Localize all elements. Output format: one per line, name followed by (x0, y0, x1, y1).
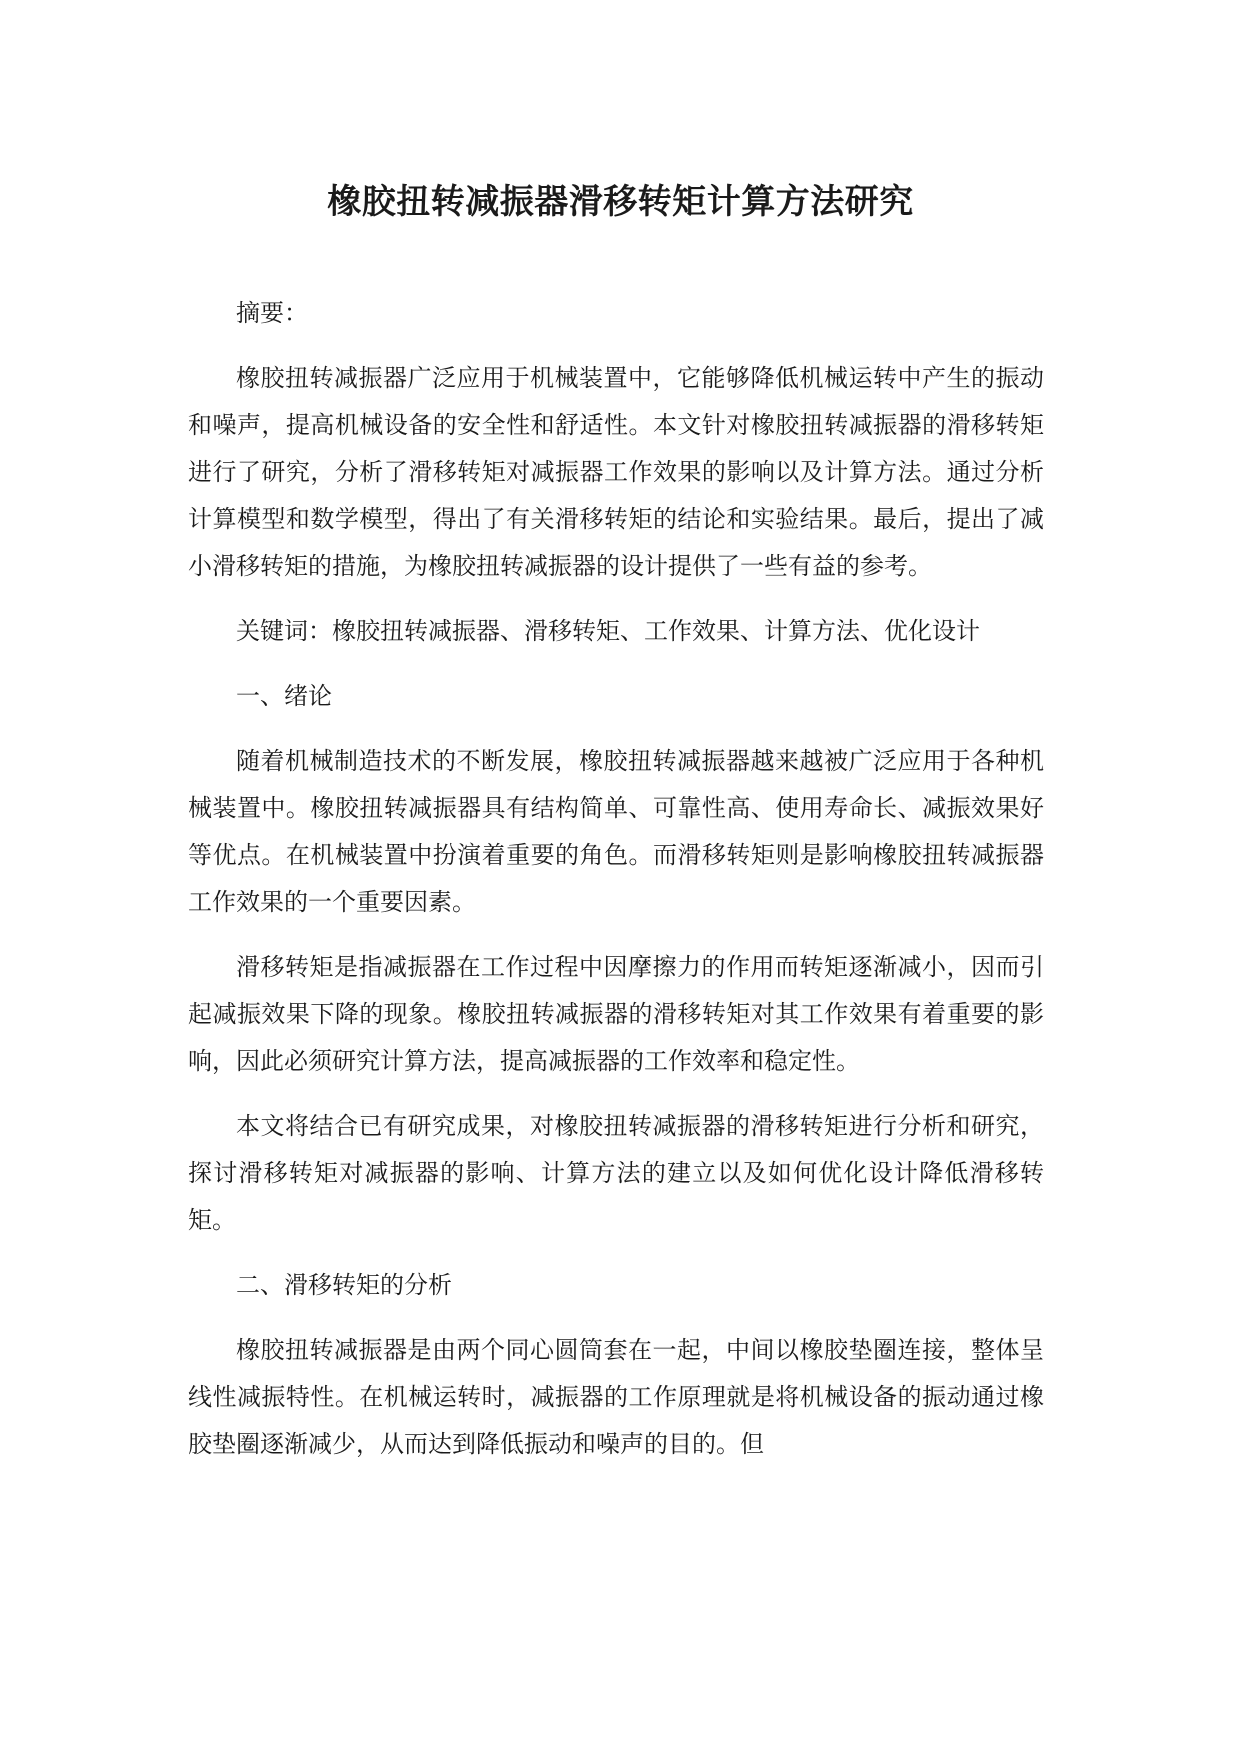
analysis-paragraph-1: 橡胶扭转减振器是由两个同心圆筒套在一起，中间以橡胶垫圈连接，整体呈线性减振特性。在机械运转时，减振器的工作原理就是将机械设备的振动通过橡胶垫圈逐渐减少，从而达到降低振动和噪声的目的。但 (188, 1336, 1044, 1458)
introduction-paragraph-1: 随着机械制造技术的不断发展，橡胶扭转减振器越来越被广泛应用于各种机械装置中。橡胶扭转减振器具有结构简单、可靠性高、使用寿命长、减振效果好等优点。在机械装置中扮演着重要的角色。而滑移转矩则是影响橡胶扭转减振器工作效果的一个重要因素。 (188, 747, 1044, 916)
abstract-label: 摘要： (236, 299, 308, 327)
introduction-paragraph-3: 本文将结合已有研究成果，对橡胶扭转减振器的滑移转矩进行分析和研究，探讨滑移转矩对减振器的影响、计算方法的建立以及如何优化设计降低滑移转矩。 (188, 1112, 1044, 1234)
section-heading-introduction: 一、绪论 (236, 682, 332, 710)
introduction-paragraph-2: 滑移转矩是指减振器在工作过程中因摩擦力的作用而转矩逐渐减小，因而引起减振效果下降的现象。橡胶扭转减振器的滑移转矩对其工作效果有着重要的影响，因此必须研究计算方法，提高减振器的工作效率和稳定性。 (188, 953, 1044, 1075)
keywords-paragraph: 关键词：橡胶扭转减振器、滑移转矩、工作效果、计算方法、优化设计 (236, 617, 980, 645)
abstract-paragraph: 橡胶扭转减振器广泛应用于机械装置中，它能够降低机械运转中产生的振动和噪声，提高机械设备的安全性和舒适性。本文针对橡胶扭转减振器的滑移转矩进行了研究，分析了滑移转矩对减振器工作效果的影响以及计算方法。通过分析计算模型和数学模型，得出了有关滑移转矩的结论和实验结果。最后，提出了减小滑移转矩的措施，为橡胶扭转减振器的设计提供了一些有益的参考。 (188, 364, 1044, 580)
section-heading-slip-torque-analysis: 二、滑移转矩的分析 (236, 1271, 452, 1299)
document-title: 橡胶扭转减振器滑移转矩计算方法研究 (327, 182, 914, 222)
document-body (188, 290, 1044, 1486)
